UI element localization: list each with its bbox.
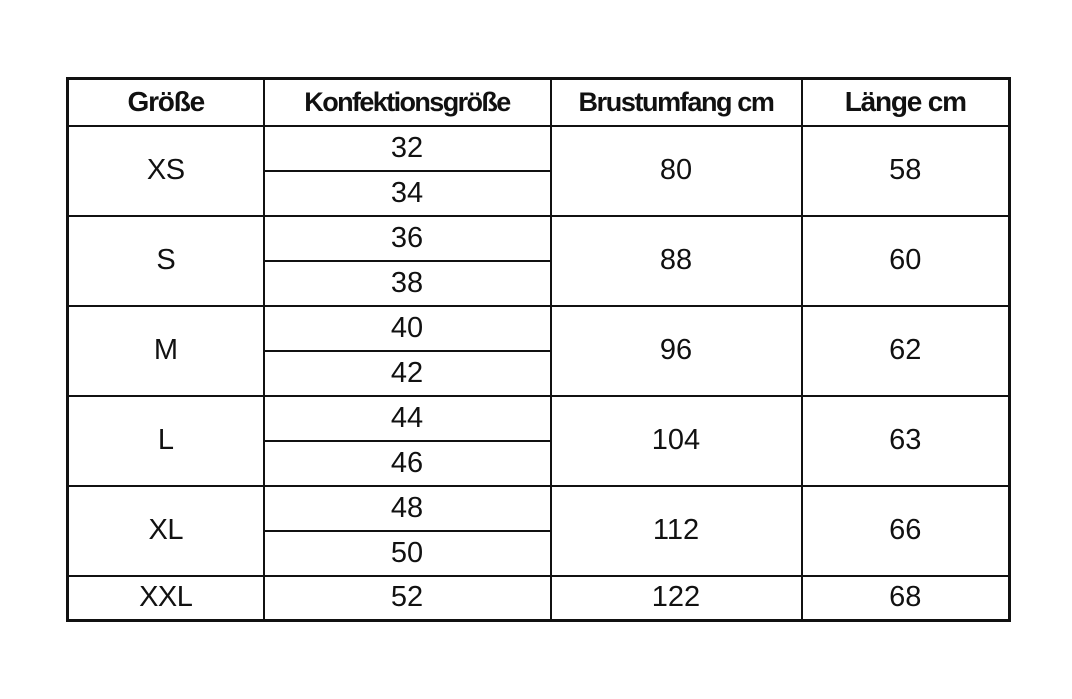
laenge-cell: 60: [802, 216, 1010, 306]
header-konfektionsgroesse: Konfektionsgröße: [264, 79, 551, 126]
groesse-cell: M: [68, 306, 264, 396]
konfektion-cell: 38: [264, 261, 551, 306]
konfektion-cell: 48: [264, 486, 551, 531]
table-row: [68, 126, 1010, 171]
konfektion-cell: 42: [264, 351, 551, 396]
konfektion-cell: 32: [264, 126, 551, 171]
table-row: [68, 306, 1010, 351]
brustumfang-cell: 80: [551, 126, 802, 216]
groesse-cell: XXL: [68, 576, 264, 621]
groesse-cell: S: [68, 216, 264, 306]
laenge-cell: 66: [802, 486, 1010, 576]
konfektion-cell: 36: [264, 216, 551, 261]
groesse-cell: XS: [68, 126, 264, 216]
brustumfang-cell: 96: [551, 306, 802, 396]
laenge-cell: 68: [802, 576, 1010, 621]
laenge-cell: 58: [802, 126, 1010, 216]
brustumfang-cell: 88: [551, 216, 802, 306]
table-header-row: [68, 79, 1010, 126]
header-groesse: Größe: [68, 79, 264, 126]
laenge-cell: 63: [802, 396, 1010, 486]
table-row: [68, 486, 1010, 531]
brustumfang-cell: 122: [551, 576, 802, 621]
header-brustumfang: Brustumfang cm: [551, 79, 802, 126]
groesse-cell: XL: [68, 486, 264, 576]
konfektion-cell: 52: [264, 576, 551, 621]
size-chart-table: [66, 77, 1011, 622]
table-row: [68, 216, 1010, 261]
brustumfang-cell: 112: [551, 486, 802, 576]
konfektion-cell: 40: [264, 306, 551, 351]
laenge-cell: 62: [802, 306, 1010, 396]
konfektion-cell: 34: [264, 171, 551, 216]
konfektion-cell: 50: [264, 531, 551, 576]
table-row: [68, 576, 1010, 621]
header-laenge: Länge cm: [802, 79, 1010, 126]
groesse-cell: L: [68, 396, 264, 486]
konfektion-cell: 44: [264, 396, 551, 441]
table-row: [68, 396, 1010, 441]
brustumfang-cell: 104: [551, 396, 802, 486]
konfektion-cell: 46: [264, 441, 551, 486]
